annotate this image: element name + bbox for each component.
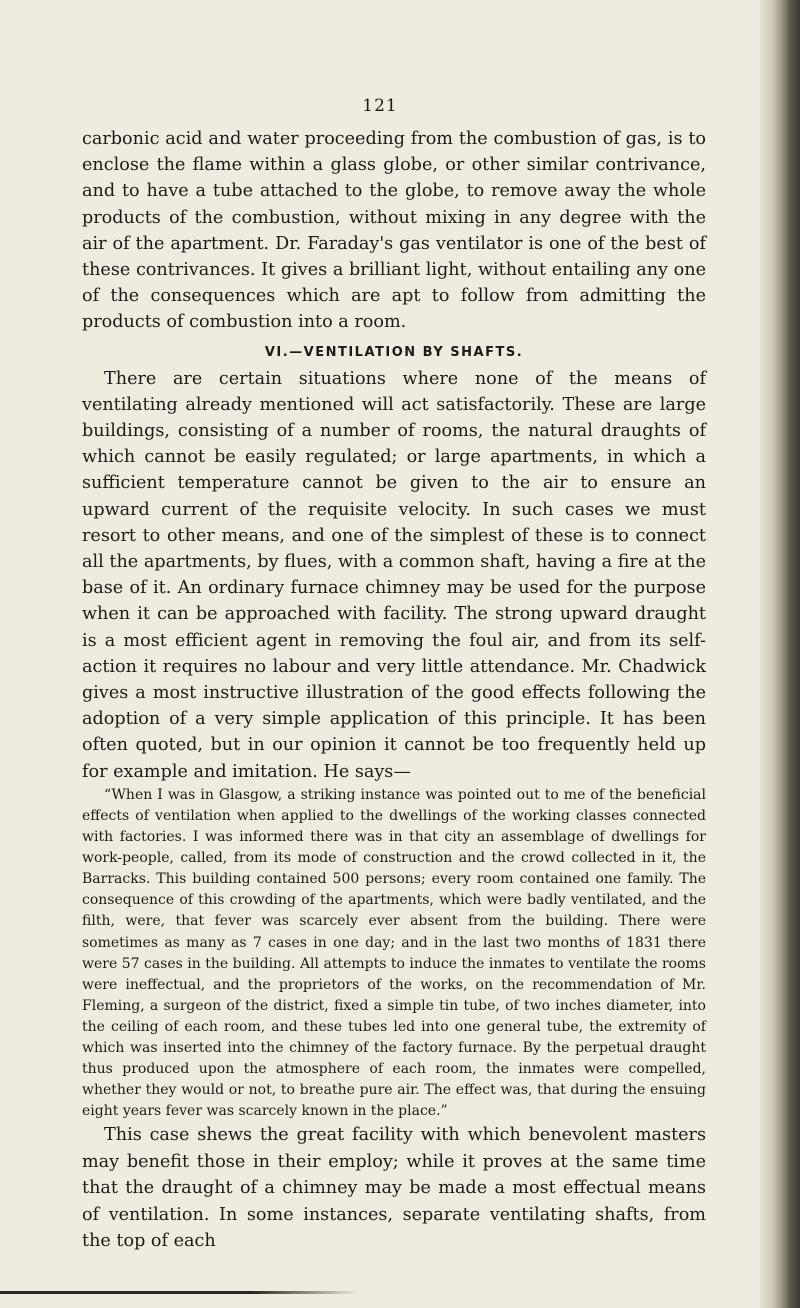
opening-paragraph: carbonic acid and water proceeding from the combustion of gas, is to enclose the flame within a glass globe, or other similar contrivance, and to have a tube attached to the globe, to remove away the whole products of the combustion, without mixing in any degree with the air of the apartment. Dr. Faraday's gas ventilator is one of the best of these contrivances. It gives a brilliant light, without entailing any one of the consequences which are apt to follow from admitting the products of combustion into a room. <box>82 129 706 333</box>
section-paragraph: There are certain situations where none of the means of ventilating already mentioned will act satisfactorily. These are large buildings, consisting of a number of rooms, the natural draughts of which cannot be easily regulated; or large apartments, in which a sufficient temperature cannot be given to the air to ensure an upward current of the requisite velocity. In such cases we must resort to other means, and one of the simplest of these is to connect all the apartments, by flues, with a common shaft, having a fire at the base of it. An ordinary furnace chimney may be used for the purpose when it can be approached with facility. The strong upward draught is a most efficient agent in removing the foul air, and from its self-action it requires no labour and very little attendance. Mr. Chadwick gives a most instructive illustration of the good effects following the adoption of a very simple application of this principle. It has been often quoted, but in our opinion it cannot be too frequently held up for example and imitation. He says— <box>82 368 706 782</box>
quotation-paragraph: “When I was in Glasgow, a striking instance was pointed out to me of the beneficial effects of ventilation when applied to the dwellings of the working classes connected with factories. I was informed there was in that city an assemblage of dwellings for work-people, called, from its mode of construction and the crowd collected in it, the Barracks. This building contained 500 persons; every room contained one family. The consequence of this crowding of the apartments, which were badly ventilated, and the filth, were, that fever was scarcely ever absent from the building. There were sometimes as many as 7 cases in one day; and in the last two months of 1831 there were 57 cases in the building. All attempts to induce the inmates to ventilate the rooms were ineffectual, and the proprietors of the works, on the recommendation of Mr. Fleming, a surgeon of the district, fixed a simple tin tube, of two inches diameter, into the ceiling of each room, and these tubes led into one general tube, the extremity of which was inserted into the chimney of the factory furnace. By the perpetual draught thus produced upon the atmosphere of each room, the inmates were compelled, whether they would or not, to breathe pure air. The effect was, that during the ensuing eight years fever was scarcely known in the place.” <box>82 786 706 1120</box>
page-bottom-shadow <box>0 1291 360 1294</box>
page-number: 121 <box>362 96 398 116</box>
book-binding-edge <box>760 0 800 1308</box>
closing-paragraph: This case shews the great facility with which benevolent masters may benefit those in their employ; while it proves at the same time that the draught of a chimney may be made a most effectual means of ventilation. In some instances, separate ventilating shafts, from the top of each <box>82 1125 706 1251</box>
page-text-block <box>82 126 706 1254</box>
section-heading: VI.—VENTILATION BY SHAFTS. <box>264 344 524 360</box>
